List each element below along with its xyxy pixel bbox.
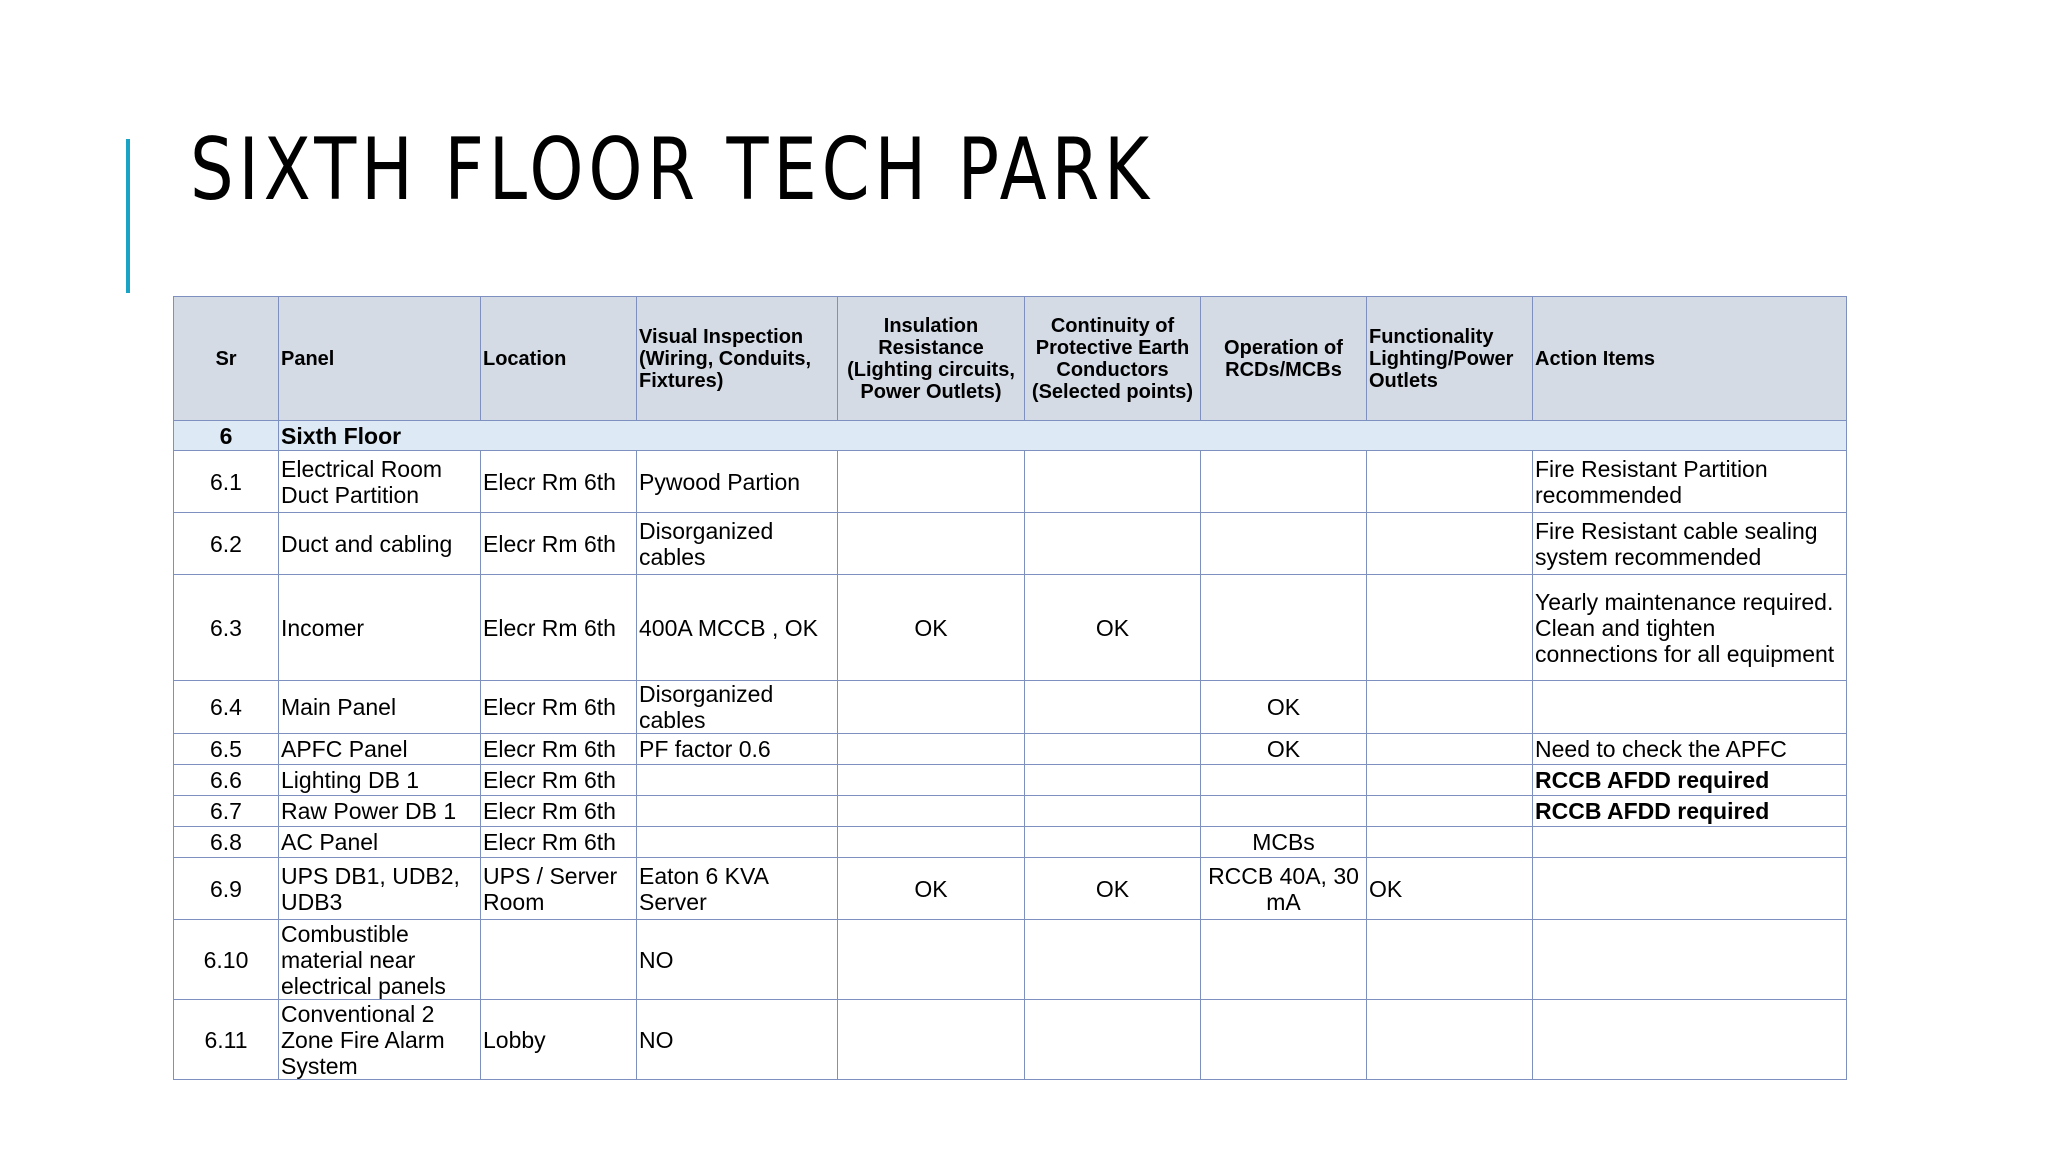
- cell-functionality: [1367, 796, 1533, 827]
- cell-insulation-resistance: OK: [838, 575, 1025, 681]
- cell-action-items: [1533, 827, 1847, 858]
- cell-continuity: OK: [1025, 575, 1201, 681]
- header-row: [174, 297, 1847, 421]
- cell-rcd-operation: MCBs: [1201, 827, 1367, 858]
- cell-visual-inspection: PF factor 0.6: [637, 734, 838, 765]
- cell-rcd-operation: [1201, 920, 1367, 1000]
- cell-location: Elecr Rm 6th: [481, 734, 637, 765]
- cell-sr: 6.9: [174, 858, 279, 920]
- cell-insulation-resistance: [838, 513, 1025, 575]
- cell-visual-inspection: Disorganized cables: [637, 681, 838, 734]
- cell-continuity: [1025, 734, 1201, 765]
- accent-bar: [126, 139, 130, 293]
- cell-sr: 6.10: [174, 920, 279, 1000]
- cell-action-items: [1533, 920, 1847, 1000]
- cell-insulation-resistance: [838, 920, 1025, 1000]
- cell-rcd-operation: [1201, 575, 1367, 681]
- table-row: [174, 765, 1847, 796]
- cell-rcd-operation: [1201, 451, 1367, 513]
- cell-sr: 6.4: [174, 681, 279, 734]
- cell-rcd-operation: RCCB 40A, 30 mA: [1201, 858, 1367, 920]
- cell-location: Elecr Rm 6th: [481, 575, 637, 681]
- table-row: [174, 796, 1847, 827]
- cell-continuity: [1025, 681, 1201, 734]
- cell-insulation-resistance: OK: [838, 858, 1025, 920]
- cell-sr: 6.11: [174, 1000, 279, 1080]
- header-sr: Sr: [174, 297, 279, 421]
- cell-sr: 6.6: [174, 765, 279, 796]
- cell-action-items: RCCB AFDD required: [1533, 765, 1847, 796]
- cell-panel: Electrical Room Duct Partition: [279, 451, 481, 513]
- cell-sr: 6.8: [174, 827, 279, 858]
- cell-sr: 6.2: [174, 513, 279, 575]
- cell-location: Elecr Rm 6th: [481, 681, 637, 734]
- cell-action-items: Fire Resistant cable sealing system recommended: [1533, 513, 1847, 575]
- cell-rcd-operation: OK: [1201, 681, 1367, 734]
- table-row: [174, 513, 1847, 575]
- section-sr: 6: [174, 421, 279, 451]
- cell-action-items: Fire Resistant Partition recommended: [1533, 451, 1847, 513]
- cell-panel: Main Panel: [279, 681, 481, 734]
- cell-action-items: [1533, 858, 1847, 920]
- cell-action-items: [1533, 681, 1847, 734]
- table-row: [174, 920, 1847, 1000]
- table-row: [174, 734, 1847, 765]
- cell-panel: UPS DB1, UDB2, UDB3: [279, 858, 481, 920]
- cell-functionality: OK: [1367, 858, 1533, 920]
- cell-functionality: [1367, 920, 1533, 1000]
- cell-panel: Combustible material near electrical panels: [279, 920, 481, 1000]
- cell-location: UPS / Server Room: [481, 858, 637, 920]
- cell-visual-inspection: [637, 765, 838, 796]
- cell-location: Elecr Rm 6th: [481, 827, 637, 858]
- cell-panel: AC Panel: [279, 827, 481, 858]
- cell-continuity: [1025, 1000, 1201, 1080]
- cell-insulation-resistance: [838, 796, 1025, 827]
- cell-functionality: [1367, 451, 1533, 513]
- table-row: [174, 858, 1847, 920]
- cell-continuity: [1025, 765, 1201, 796]
- cell-action-items: RCCB AFDD required: [1533, 796, 1847, 827]
- cell-rcd-operation: [1201, 1000, 1367, 1080]
- table-row: [174, 451, 1847, 513]
- cell-visual-inspection: Pywood Partion: [637, 451, 838, 513]
- header-rcd-operation: Operation of RCDs/MCBs: [1201, 297, 1367, 421]
- cell-panel: Duct and cabling: [279, 513, 481, 575]
- cell-visual-inspection: 400A MCCB , OK: [637, 575, 838, 681]
- header-action-items: Action Items: [1533, 297, 1847, 421]
- cell-location: Elecr Rm 6th: [481, 796, 637, 827]
- cell-rcd-operation: [1201, 765, 1367, 796]
- inspection-table: [173, 296, 1847, 1080]
- cell-continuity: OK: [1025, 858, 1201, 920]
- cell-insulation-resistance: [838, 734, 1025, 765]
- cell-visual-inspection: [637, 796, 838, 827]
- cell-visual-inspection: NO: [637, 1000, 838, 1080]
- header-panel: Panel: [279, 297, 481, 421]
- cell-location: Elecr Rm 6th: [481, 513, 637, 575]
- table-row: [174, 681, 1847, 734]
- cell-panel: APFC Panel: [279, 734, 481, 765]
- cell-functionality: [1367, 734, 1533, 765]
- header-location: Location: [481, 297, 637, 421]
- cell-visual-inspection: Disorganized cables: [637, 513, 838, 575]
- cell-location: Elecr Rm 6th: [481, 451, 637, 513]
- cell-rcd-operation: [1201, 796, 1367, 827]
- cell-panel: Lighting DB 1: [279, 765, 481, 796]
- table-row: [174, 1000, 1847, 1080]
- cell-visual-inspection: NO: [637, 920, 838, 1000]
- cell-insulation-resistance: [838, 765, 1025, 796]
- cell-insulation-resistance: [838, 451, 1025, 513]
- table-row: [174, 827, 1847, 858]
- cell-sr: 6.5: [174, 734, 279, 765]
- cell-location: [481, 920, 637, 1000]
- cell-continuity: [1025, 451, 1201, 513]
- header-visual-inspection: Visual Inspection (Wiring, Conduits, Fixtures): [637, 297, 838, 421]
- cell-functionality: [1367, 765, 1533, 796]
- cell-insulation-resistance: [838, 681, 1025, 734]
- cell-functionality: [1367, 513, 1533, 575]
- table-row: [174, 575, 1847, 681]
- cell-insulation-resistance: [838, 1000, 1025, 1080]
- cell-action-items: [1533, 1000, 1847, 1080]
- cell-functionality: [1367, 1000, 1533, 1080]
- header-insulation-resistance: Insulation Resistance (Lighting circuits, Power Outlets): [838, 297, 1025, 421]
- cell-location: Lobby: [481, 1000, 637, 1080]
- cell-rcd-operation: [1201, 513, 1367, 575]
- cell-functionality: [1367, 575, 1533, 681]
- section-row: [174, 421, 1847, 451]
- cell-panel: Incomer: [279, 575, 481, 681]
- cell-continuity: [1025, 513, 1201, 575]
- cell-panel: Conventional 2 Zone Fire Alarm System: [279, 1000, 481, 1080]
- cell-panel: Raw Power DB 1: [279, 796, 481, 827]
- header-functionality: Functionality Lighting/Power Outlets: [1367, 297, 1533, 421]
- cell-sr: 6.1: [174, 451, 279, 513]
- cell-functionality: [1367, 681, 1533, 734]
- cell-location: Elecr Rm 6th: [481, 765, 637, 796]
- cell-continuity: [1025, 796, 1201, 827]
- header-continuity: Continuity of Protective Earth Conductors (Selected points): [1025, 297, 1201, 421]
- cell-continuity: [1025, 920, 1201, 1000]
- cell-continuity: [1025, 827, 1201, 858]
- slide-title: SIXTH FLOOR TECH PARK: [190, 120, 1154, 220]
- cell-sr: 6.7: [174, 796, 279, 827]
- cell-insulation-resistance: [838, 827, 1025, 858]
- cell-action-items: Yearly maintenance required. Clean and tighten connections for all equipment: [1533, 575, 1847, 681]
- cell-functionality: [1367, 827, 1533, 858]
- cell-rcd-operation: OK: [1201, 734, 1367, 765]
- cell-visual-inspection: [637, 827, 838, 858]
- cell-visual-inspection: Eaton 6 KVA Server: [637, 858, 838, 920]
- cell-action-items: Need to check the APFC: [1533, 734, 1847, 765]
- cell-sr: 6.3: [174, 575, 279, 681]
- section-title: Sixth Floor: [279, 421, 1847, 451]
